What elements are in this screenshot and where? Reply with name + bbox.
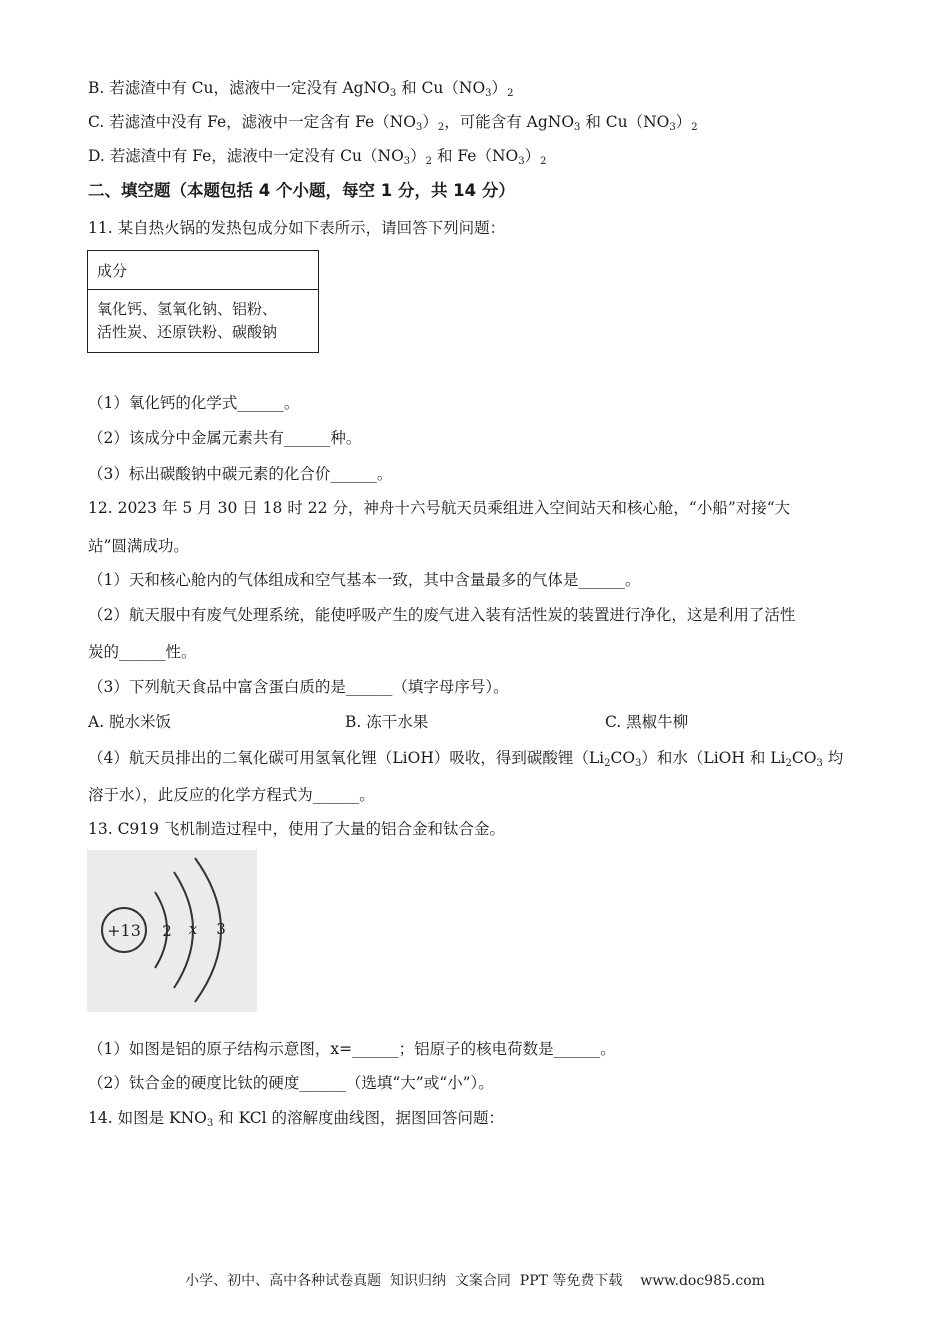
ingredient-table-cell	[88, 290, 319, 353]
q12-option-a: A. 脱水米饭	[88, 713, 172, 731]
q12-stem-line-2: 站”圆满成功。	[88, 537, 189, 555]
q14-stem: 14. 如图是 $KNO_3$ 和 KCl 的溶解度曲线图，据图回答问题：	[88, 1109, 504, 1129]
q12-part-3: （3）下列航天食品中富含蛋白质的是______（填字母序号）。	[88, 678, 509, 696]
nucleus-charge: +13	[107, 921, 141, 940]
shell-2-count: x	[188, 920, 198, 938]
q12-part-1: （1）天和核心舱内的气体组成和空气基本一致，其中含量最多的气体是______。	[88, 571, 641, 589]
q13-part-1: （1）如图是铝的原子结构示意图，x=______；铝原子的核电荷数是______。	[88, 1040, 616, 1058]
q11-part-1: （1）氧化钙的化学式______。	[88, 394, 300, 412]
q10-option-c: C. 若滤渣中没有 Fe，滤液中一定含有 $Fe(NO_3)_2$，可能含有 AgNO$_3$ 和 $Cu(NO_3)_2$	[88, 113, 698, 133]
shell-1-count: 2	[162, 922, 172, 940]
q12-part-2-line-1: （2）航天服中有废气处理系统，能使呼吸产生的废气进入装有活性炭的装置进行净化，这是利用了活性	[88, 606, 796, 624]
section-heading: 二、填空题（本题包括 4 个小题，每空 1 分，共 14 分）	[88, 181, 515, 200]
q13-part-2: （2）钛合金的硬度比钛的硬度______（选填“大”或“小”）。	[88, 1074, 494, 1092]
ingredient-line-2: 活性炭、还原铁粉、碳酸钠	[97, 323, 278, 341]
ingredient-line-1: 氧化钙、氢氧化钠、铝粉、	[97, 300, 278, 318]
ingredient-table-header: 成分	[88, 251, 319, 290]
q12-part-4-line-2: 溶于水），此反应的化学方程式为______。	[88, 786, 375, 804]
q11-stem: 11. 某自热火锅的发热包成分如下表所示，请回答下列问题：	[88, 219, 506, 237]
q12-part-4-line-1: （4）航天员排出的二氧化碳可用氢氧化锂（LiOH）吸收，得到碳酸锂$(Li_2CO_3)$和水（LiOH 和 $Li_2CO_3$ 均	[88, 749, 844, 769]
q11-part-3: （3）标出碳酸钠中碳元素的化合价______。	[88, 465, 393, 483]
q12-option-b: B. 冻干水果	[345, 713, 429, 731]
ingredient-table	[87, 250, 319, 353]
shell-3-count: 3	[216, 920, 226, 938]
q11-part-2: （2）该成分中金属元素共有______种。	[88, 429, 362, 447]
page-footer: 小学、初中、高中各种试卷真题 知识归纳 文案合同 PPT 等免费下载 www.doc985.com	[185, 1273, 765, 1289]
q12-option-c: C. 黑椒牛柳	[605, 713, 689, 731]
q12-stem-line-1: 12. 2023 年 5 月 30 日 18 时 22 分，神舟十六号航天员乘组进入空间站天和核心舱，“小船”对接“大	[88, 499, 791, 517]
q12-part-2-line-2: 炭的______性。	[88, 643, 197, 661]
q10-option-b: B. 若滤渣中有 Cu，滤液中一定没有 AgNO$_3$ 和 $Cu(NO_3)_2$	[88, 79, 514, 99]
aluminum-atom-diagram	[87, 850, 257, 1012]
q13-stem: 13. C919 飞机制造过程中，使用了大量的铝合金和钛合金。	[88, 820, 505, 838]
q10-option-d: D. 若滤渣中有 Fe，滤液中一定没有 $Cu(NO_3)_2$ 和 $Fe(NO_3)_2$	[88, 147, 547, 167]
